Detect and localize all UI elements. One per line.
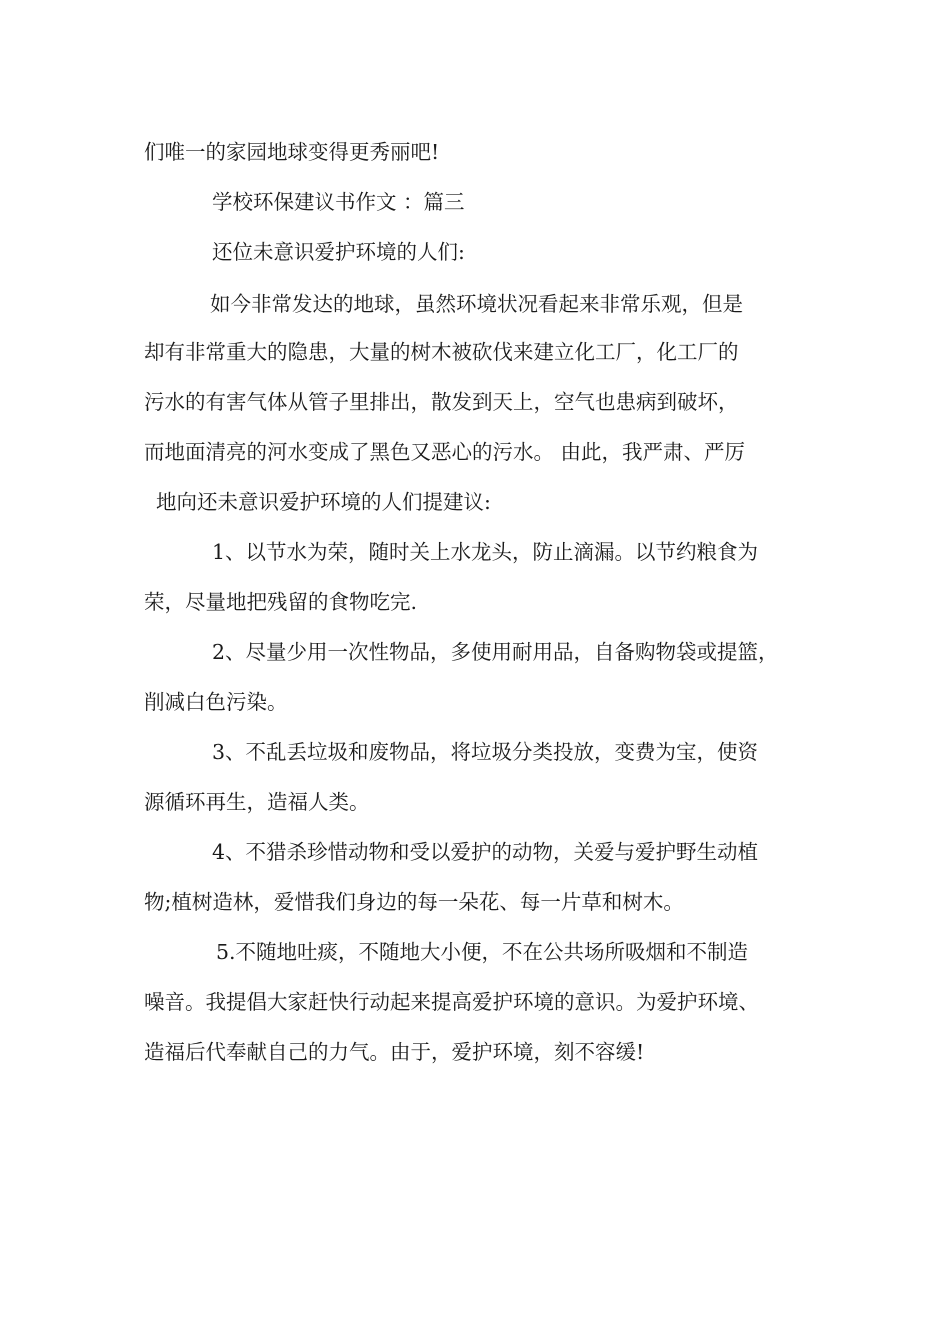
text-line: 们唯一的家园地球变得更秀丽吧! <box>144 140 440 164</box>
salutation: 还位未意识爱护环境的人们: <box>212 240 465 264</box>
list-item-5: 5.不随地吐痰，不随地大小便，不在公共场所吸烟和不制造 <box>216 940 749 964</box>
text-line: 物;植树造林，爱惜我们身边的每一朵花、每一片草和树木。 <box>144 890 684 914</box>
list-item-1: 1、以节水为荣，随时关上水龙头，防止滴漏。以节约粮食为 <box>212 540 759 564</box>
text-line: 噪音。我提倡大家赶快行动起来提高爱护环境的意识。为爱护环境、 <box>144 990 759 1014</box>
text-line: 源循环再生，造福人类。 <box>144 790 370 814</box>
text-line: 削减白色污染。 <box>144 690 288 714</box>
text-line: 污水的有害气体从管子里排出，散发到天上，空气也患病到破坏， <box>144 390 739 414</box>
text-line: 地向还未意识爱护环境的人们提建议: <box>156 490 491 514</box>
text-line: 而地面清亮的河水变成了黑色又恶心的污水。 由此，我严肃、严厉 <box>144 440 746 464</box>
text-line: 造福后代奉献自己的力气。由于，爱护环境，刻不容缓! <box>144 1040 645 1064</box>
list-item-4: 4、不猎杀珍惜动物和受以爱护的动物，关爱与爱护野生动植 <box>212 840 759 864</box>
list-item-2: 2、尽量少用一次性物品，多使用耐用品，自备购物袋或提篮， <box>212 640 779 664</box>
list-item-3: 3、不乱丢垃圾和废物品，将垃圾分类投放，变费为宝，使资 <box>212 740 759 764</box>
text-line: 如今非常发达的地球，虽然环境状况看起来非常乐观，但是 <box>210 292 743 316</box>
section-heading: 学校环保建议书作文 ：篇三 <box>212 190 465 214</box>
text-line: 荣，尽量地把残留的食物吃完. <box>144 590 418 614</box>
text-line: 却有非常重大的隐患，大量的树木被砍伐来建立化工厂，化工厂的 <box>144 340 739 364</box>
